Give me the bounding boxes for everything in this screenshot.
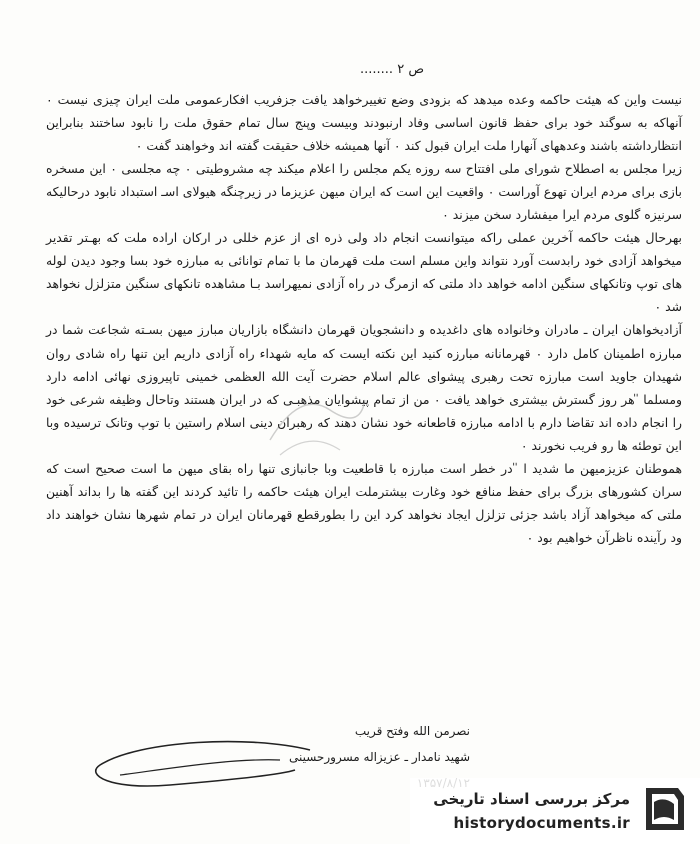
paragraph-2: زیرا مجلس به اصطلاح شورای ملی افتتاح سه روزه یکم مجلس را اعلام میکند چه مشروطیتی ۰ چه مجلسی ۰ این مسخره بازی برای مردم ایران تهوع آوراست ۰ واقعیت این است که ایران میهن عزیزما در زیرچنگه هیولای اسـ استبداد نابود درحالیکه سرنیزه گلوی مردم ایرا میفشارد سخن میزند ۰ <box>46 161 682 223</box>
archive-logo-icon <box>638 782 690 836</box>
closing-verse: نصرمن الله وفتح قریب <box>354 724 470 738</box>
paragraph-1: نیست واین که هیئت حاکمه وعده میدهد که بزودی وضع تغییرخواهد یافت جزفریب افکارعمومی ملت ایران چیزی نیست ۰ آنهاکه به سوگند خود برای حفظ قانون اساسی وفاد ارنبودند وبیست وپنج سال تمام حقوق ملت را نابود ساختند بنابراین انتظارداشته باشند وعدههای آنهارا ملت ایران قبول کند ۰ آنها همیشه خلاف حقیقت گفته اند وخواهند گفت ۰ <box>46 92 682 154</box>
page-number: ص ۲ ........ <box>360 62 425 77</box>
paragraph-3: بهرحال هیئت حاکمه آخرین عملی راکه میتوانست انجام داد ولی ذره ای از عزم خللی در ارکان اراده ملت که بهـتر تقدیر میخواهد آزادی خود رابدست آورد نتواند واین مسلم است ملت قهرمان ما با تمام توانائی به مبارزه خود بسا وجود دیدن لوله های توپ وتانکهای سنگین ادامه خواهد داد ملتی که ازمرگ در راه آزادی نمیهراسد بـا مشاهده تانکهای سنگین متزلزل نخواهد شد ۰ <box>46 230 682 315</box>
faint-stamp-icon <box>260 380 370 470</box>
watermark-url: historydocuments.ir <box>453 814 630 832</box>
letter-body <box>46 88 682 549</box>
watermark-logo <box>410 778 700 844</box>
watermark-title: مرکز بررسی اسناد تاریخی <box>433 790 630 808</box>
paragraph-4: آزادیخواهان ایران ـ مادران وخانواده های داغدیده و دانشجویان قهرمان دانشگاه بازاریان مبارز میهن بسـته شجاعت شما در مبارزه اطمینان کامل دارد ۰ قهرمانانه مبارزه کنید این نکته ایست که مایه شهداء راه آزادی داریم این تنها راه شادی روان شهیدان جاوید است مبارزه تحت رهبری پیشوای عالم اسلام حضرت آیت الله العظمی خمینی تاپیروزی نهائی ادامه دارد ومسلما ̎ هر روز گسترش بیشتری خواهد یافت ۰ من از تمام پیشوایان مذهبـی که در ایران هستند وتاحال وظیفه شرعی خود را انجام داده اند تقاضا دارم با ادامه مبارزه قاطعانه خود نشان دهند که رهبران دینی اسلام راستین با توپ وتانک ترسیده وبا این توطئه ها رو فریب نخورند ۰ <box>46 322 682 453</box>
signature-scribble-icon <box>80 730 320 800</box>
signer-name: شهید نامدار ـ عزیزاله مسرورحسینی <box>288 750 470 764</box>
paragraph-5: هموطنان عزیزمیهن ما شدید ا ̎ در خطر است مبارزه با قاطعیت وبا جانبازی تنها راه بقای میهن ما است صحیح است که سران کشورهای بزرگ برای حفظ منافع خود وغارت بیشترملت ایران هیئت حاکمه را تائید کردند این گفته ها را بداند آهنین ملتی که میخواهد آزاد باشد جزئی تزلزل ایجاد نخواهد کرد این را بطورقطع قهرمانان ایران در تمام شهرها نشان خواهند داد ود رآینده ناظرآن خواهیم بود ۰ <box>46 460 682 545</box>
